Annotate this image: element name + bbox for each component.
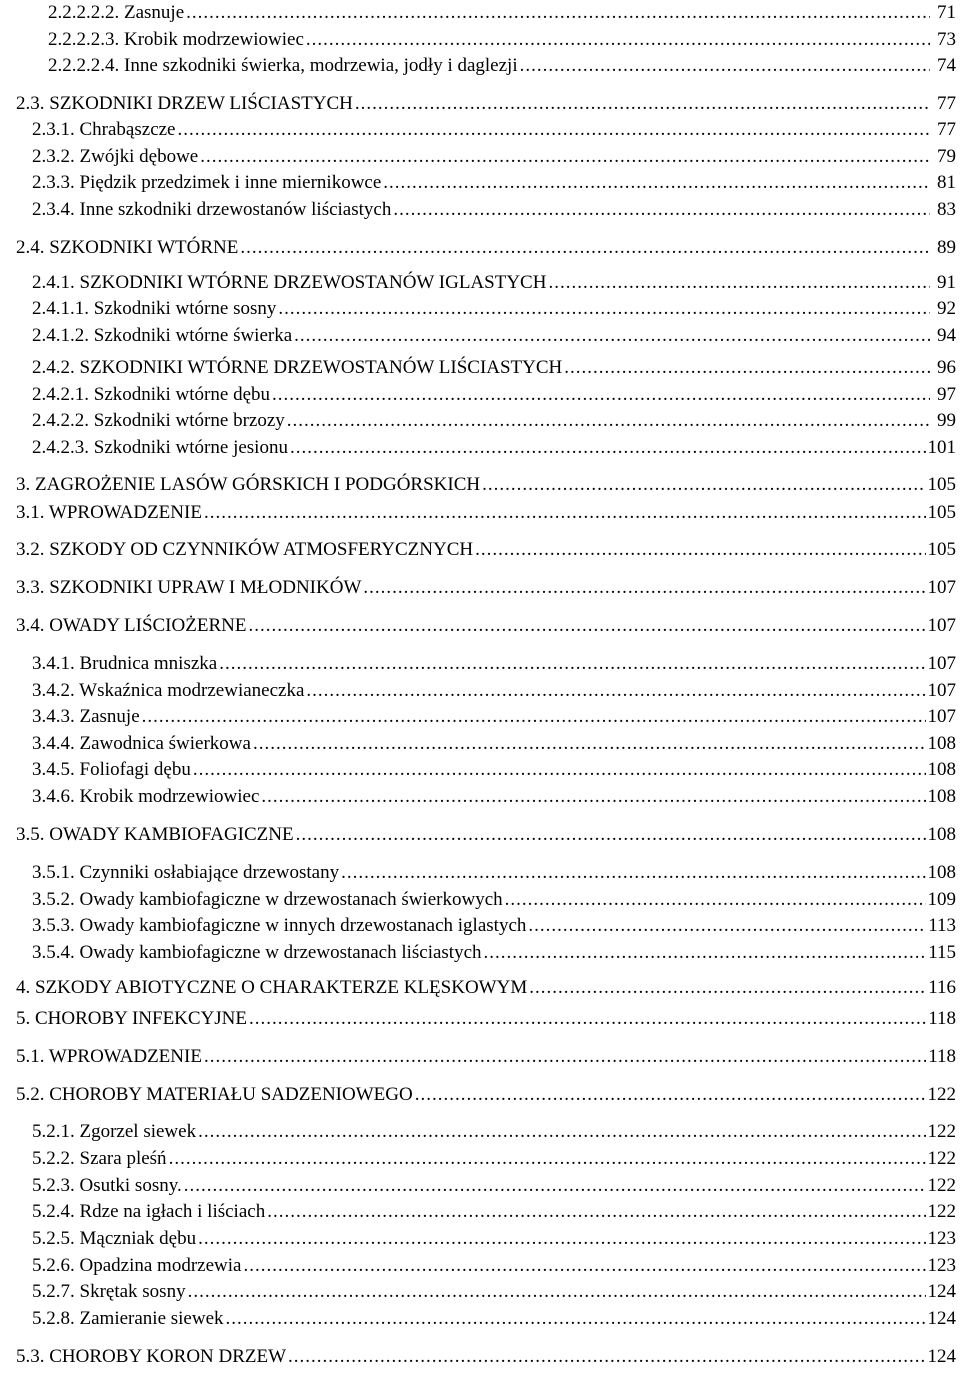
toc-entry[interactable]	[16, 1083, 956, 1107]
toc-entry-title: 5.2.8. Zamieranie siewek	[32, 1308, 224, 1329]
toc-entry[interactable]	[32, 1307, 956, 1331]
toc-entry-page-number: 118	[928, 1046, 956, 1067]
toc-entry[interactable]	[32, 785, 956, 809]
toc-entry[interactable]	[16, 1345, 956, 1369]
toc-entry-page-number: 99	[937, 410, 956, 431]
toc-entry-title: 5.2.6. Opadzina modrzewia	[32, 1255, 242, 1276]
toc-dot-leader	[193, 758, 926, 782]
toc-entry-page-number: 74	[937, 55, 956, 76]
toc-entry[interactable]	[16, 501, 956, 525]
toc-entry[interactable]	[32, 356, 956, 380]
toc-entry[interactable]	[32, 914, 956, 938]
toc-entry-page-number: 108	[927, 786, 956, 807]
toc-entry-page-number: 109	[927, 889, 956, 910]
toc-entry[interactable]	[32, 145, 956, 169]
toc-entry-title: 5. CHOROBY INFEKCYJNE	[16, 1008, 248, 1029]
toc-entry-page-number: 105	[927, 502, 956, 523]
toc-entry-page-number: 107	[927, 577, 956, 598]
toc-entry-title: 3.5.4. Owady kambiofagiczne w drzewostanach liściastych	[32, 942, 482, 963]
toc-dot-leader	[169, 1147, 926, 1171]
toc-dot-leader	[240, 236, 930, 260]
toc-entry-page-number: 89	[937, 237, 956, 258]
toc-entry[interactable]	[32, 409, 956, 433]
toc-entry-page-number: 122	[927, 1121, 956, 1142]
toc-entry[interactable]	[32, 861, 956, 885]
toc-entry-page-number: 96	[937, 357, 956, 378]
toc-entry-page-number: 108	[927, 824, 956, 845]
toc-entry-title: 2.3.2. Zwójki dębowe	[32, 146, 199, 167]
toc-entry[interactable]	[48, 54, 956, 78]
toc-entry-title: 2.4.2.2. Szkodniki wtórne brzozy	[32, 410, 285, 431]
toc-dot-leader	[415, 1083, 926, 1107]
toc-entry-title: 3.4.3. Zasnuje	[32, 706, 140, 727]
toc-dot-leader	[484, 941, 927, 965]
toc-entry-title: 2.4.2.1. Szkodniki wtórne dębu	[32, 384, 271, 405]
toc-entry-title: 3.5.3. Owady kambiofagiczne w innych drzewostanach iglastych	[32, 915, 527, 936]
toc-entry-page-number: 71	[937, 2, 956, 23]
toc-entry[interactable]	[32, 271, 956, 295]
toc-entry-title: 5.1. WPROWADZENIE	[16, 1046, 202, 1067]
toc-dot-leader	[287, 409, 930, 433]
toc-entry-page-number: 124	[927, 1308, 956, 1329]
toc-entry-page-number: 97	[937, 384, 956, 405]
toc-entry[interactable]	[48, 28, 956, 52]
toc-entry[interactable]	[16, 473, 956, 497]
toc-entry-title: 2.2.2.2.2. Zasnuje	[48, 2, 185, 23]
toc-entry-page-number: 83	[937, 199, 956, 220]
toc-entry-page-number: 122	[927, 1201, 956, 1222]
toc-dot-leader	[200, 145, 930, 169]
toc-entry-title: 3.5. OWADY KAMBIOFAGICZNE	[16, 824, 294, 845]
toc-entry[interactable]	[16, 236, 956, 260]
toc-entry-page-number: 108	[927, 759, 956, 780]
toc-entry-title: 2.4.2. SZKODNIKI WTÓRNE DRZEWOSTANÓW LIŚCIASTYCH	[32, 357, 563, 378]
toc-dot-leader	[204, 501, 926, 525]
toc-entry[interactable]	[32, 758, 956, 782]
toc-dot-leader	[249, 1007, 926, 1031]
toc-entry[interactable]	[32, 1147, 956, 1171]
toc-entry-title: 3.4.1. Brudnica mniszka	[32, 653, 218, 674]
toc-dot-leader	[306, 679, 925, 703]
toc-entry[interactable]	[16, 576, 956, 600]
toc-dot-leader	[178, 118, 931, 142]
toc-dot-leader	[219, 652, 925, 676]
toc-entry[interactable]	[16, 1045, 956, 1069]
toc-entry-title: 5.2. CHOROBY MATERIAŁU SADZENIOWEGO	[16, 1084, 413, 1105]
toc-entry[interactable]	[32, 679, 956, 703]
toc-entry-page-number: 92	[937, 298, 956, 319]
toc-dot-leader	[363, 576, 925, 600]
toc-entry-page-number: 107	[927, 680, 956, 701]
toc-dot-leader	[341, 861, 925, 885]
toc-entry[interactable]	[48, 1, 956, 25]
toc-entry[interactable]	[32, 732, 956, 756]
toc-dot-leader	[204, 1045, 926, 1069]
toc-dot-leader	[294, 324, 930, 348]
toc-entry-page-number: 124	[927, 1281, 956, 1302]
toc-entry-title: 3.5.2. Owady kambiofagiczne w drzewostanach świerkowych	[32, 889, 503, 910]
toc-dot-leader	[142, 705, 926, 729]
toc-entry-page-number: 101	[927, 437, 956, 458]
toc-entry-page-number: 113	[928, 915, 956, 936]
toc-entry[interactable]	[32, 1280, 956, 1304]
toc-entry-page-number: 118	[928, 1008, 956, 1029]
toc-entry-page-number: 73	[937, 29, 956, 50]
toc-dot-leader	[198, 1227, 925, 1251]
toc-dot-leader	[520, 54, 930, 78]
toc-entry-title: 4. SZKODY ABIOTYCZNE O CHARAKTERZE KLĘSKOWYM	[16, 977, 528, 998]
toc-dot-leader	[248, 614, 925, 638]
toc-entry[interactable]	[16, 1007, 956, 1031]
toc-dot-leader	[253, 732, 926, 756]
toc-entry-page-number: 107	[927, 653, 956, 674]
toc-entry-page-number: 107	[927, 706, 956, 727]
toc-dot-leader	[186, 1, 930, 25]
toc-entry-title: 3.2. SZKODY OD CZYNNIKÓW ATMOSFERYCZNYCH	[16, 539, 474, 560]
toc-dot-leader	[288, 1345, 925, 1369]
toc-dot-leader	[548, 271, 930, 295]
toc-dot-leader	[290, 436, 926, 460]
toc-dot-leader	[188, 1280, 926, 1304]
toc-entry-title: 3.4.2. Wskaźnica modrzewianeczka	[32, 680, 305, 701]
toc-entry[interactable]	[32, 324, 956, 348]
toc-entry-page-number: 105	[927, 539, 956, 560]
toc-entry[interactable]	[16, 976, 956, 1000]
toc-dot-leader	[564, 356, 930, 380]
toc-entry-title: 2.4.1.2. Szkodniki wtórne świerka	[32, 325, 293, 346]
toc-dot-leader	[261, 785, 925, 809]
toc-dot-leader	[198, 1120, 925, 1144]
toc-entry-page-number: 77	[937, 93, 956, 114]
toc-entry-title: 2.3.3. Piędzik przedzimek i inne miernikowce	[32, 172, 382, 193]
toc-entry[interactable]	[32, 436, 956, 460]
toc-entry-page-number: 77	[937, 119, 956, 140]
toc-entry-title: 3.1. WPROWADZENIE	[16, 502, 202, 523]
toc-entry-title: 5.2.3. Osutki sosny.	[32, 1175, 182, 1196]
toc-entry[interactable]	[16, 92, 956, 116]
toc-entry[interactable]	[32, 297, 956, 321]
toc-entry-page-number: 108	[927, 862, 956, 883]
toc-entry-page-number: 91	[937, 272, 956, 293]
toc-entry-page-number: 115	[928, 942, 956, 963]
toc-entry[interactable]	[32, 171, 956, 195]
toc-entry-title: 3.4.4. Zawodnica świerkowa	[32, 733, 251, 754]
toc-entry-title: 2.4. SZKODNIKI WTÓRNE	[16, 237, 239, 258]
toc-entry-title: 3. ZAGROŻENIE LASÓW GÓRSKICH I PODGÓRSKICH	[16, 474, 481, 495]
toc-entry[interactable]	[32, 941, 956, 965]
toc-entry-page-number: 108	[927, 733, 956, 754]
toc-entry[interactable]	[16, 614, 956, 638]
toc-dot-leader	[296, 823, 926, 847]
toc-entry-title: 2.3.1. Chrabąszcze	[32, 119, 176, 140]
toc-entry[interactable]	[32, 1174, 956, 1198]
toc-dot-leader	[475, 538, 925, 562]
toc-entry[interactable]	[32, 1120, 956, 1144]
toc-dot-leader	[243, 1254, 925, 1278]
toc-entry-title: 3.4.6. Krobik modrzewiowiec	[32, 786, 260, 807]
toc-entry[interactable]	[32, 1227, 956, 1251]
toc-entry-title: 3.5.1. Czynniki osłabiające drzewostany	[32, 862, 340, 883]
toc-entry[interactable]	[32, 1200, 956, 1224]
toc-entry-page-number: 116	[928, 977, 956, 998]
toc-entry[interactable]	[32, 118, 956, 142]
toc-entry-page-number: 122	[927, 1148, 956, 1169]
toc-dot-leader	[482, 473, 925, 497]
toc-entry-title: 2.4.1. SZKODNIKI WTÓRNE DRZEWOSTANÓW IGLASTYCH	[32, 272, 547, 293]
toc-entry[interactable]	[32, 652, 956, 676]
toc-dot-leader	[355, 92, 930, 116]
toc-entry-title: 5.2.4. Rdze na igłach i liściach	[32, 1201, 266, 1222]
toc-entry[interactable]	[32, 888, 956, 912]
toc-entry[interactable]	[32, 383, 956, 407]
toc-entry-title: 2.2.2.2.3. Krobik modrzewiowiec	[48, 29, 304, 50]
toc-dot-leader	[505, 888, 926, 912]
toc-entry-page-number: 79	[937, 146, 956, 167]
toc-entry-title: 5.2.5. Mączniak dębu	[32, 1228, 197, 1249]
toc-entry-title: 2.4.2.3. Szkodniki wtórne jesionu	[32, 437, 288, 458]
toc-entry-title: 3.4. OWADY LIŚCIOŻERNE	[16, 615, 247, 636]
toc-entry-page-number: 107	[927, 615, 956, 636]
toc-entry-title: 5.2.7. Skrętak sosny	[32, 1281, 186, 1302]
toc-entry[interactable]	[32, 705, 956, 729]
toc-dot-leader	[184, 1174, 926, 1198]
toc-dot-leader	[383, 171, 930, 195]
toc-entry-title: 2.3.4. Inne szkodniki drzewostanów liściastych	[32, 199, 392, 220]
toc-entry-title: 5.3. CHOROBY KORON DRZEW	[16, 1346, 287, 1367]
toc-entry-title: 2.3. SZKODNIKI DRZEW LIŚCIASTYCH	[16, 93, 353, 114]
toc-entry-page-number: 105	[927, 474, 956, 495]
toc-entry-title: 5.2.2. Szara pleśń	[32, 1148, 167, 1169]
toc-entry-title: 2.2.2.2.4. Inne szkodniki świerka, modrzewia, jodły i daglezji	[48, 55, 518, 76]
toc-dot-leader	[528, 914, 926, 938]
toc-dot-leader	[306, 28, 930, 52]
toc-entry-page-number: 94	[937, 325, 956, 346]
toc-entry-page-number: 81	[937, 172, 956, 193]
toc-entry-page-number: 124	[927, 1346, 956, 1367]
toc-entry-title: 5.2.1. Zgorzel siewek	[32, 1121, 197, 1142]
toc-entry-page-number: 123	[927, 1228, 956, 1249]
toc-dot-leader	[393, 198, 930, 222]
toc-entry-page-number: 122	[927, 1084, 956, 1105]
toc-dot-leader	[272, 383, 930, 407]
toc-entry[interactable]	[16, 823, 956, 847]
toc-entry-title: 3.3. SZKODNIKI UPRAW I MŁODNIKÓW	[16, 577, 362, 598]
toc-entry[interactable]	[16, 538, 956, 562]
toc-entry-title: 2.4.1.1. Szkodniki wtórne sosny	[32, 298, 277, 319]
toc-entry[interactable]	[32, 198, 956, 222]
toc-dot-leader	[278, 297, 930, 321]
toc-entry-title: 3.4.5. Foliofagi dębu	[32, 759, 191, 780]
toc-dot-leader	[226, 1307, 926, 1331]
toc-entry[interactable]	[32, 1254, 956, 1278]
toc-dot-leader	[529, 976, 926, 1000]
toc-entry-page-number: 123	[927, 1255, 956, 1276]
toc-dot-leader	[267, 1200, 925, 1224]
toc-entry-page-number: 122	[927, 1175, 956, 1196]
